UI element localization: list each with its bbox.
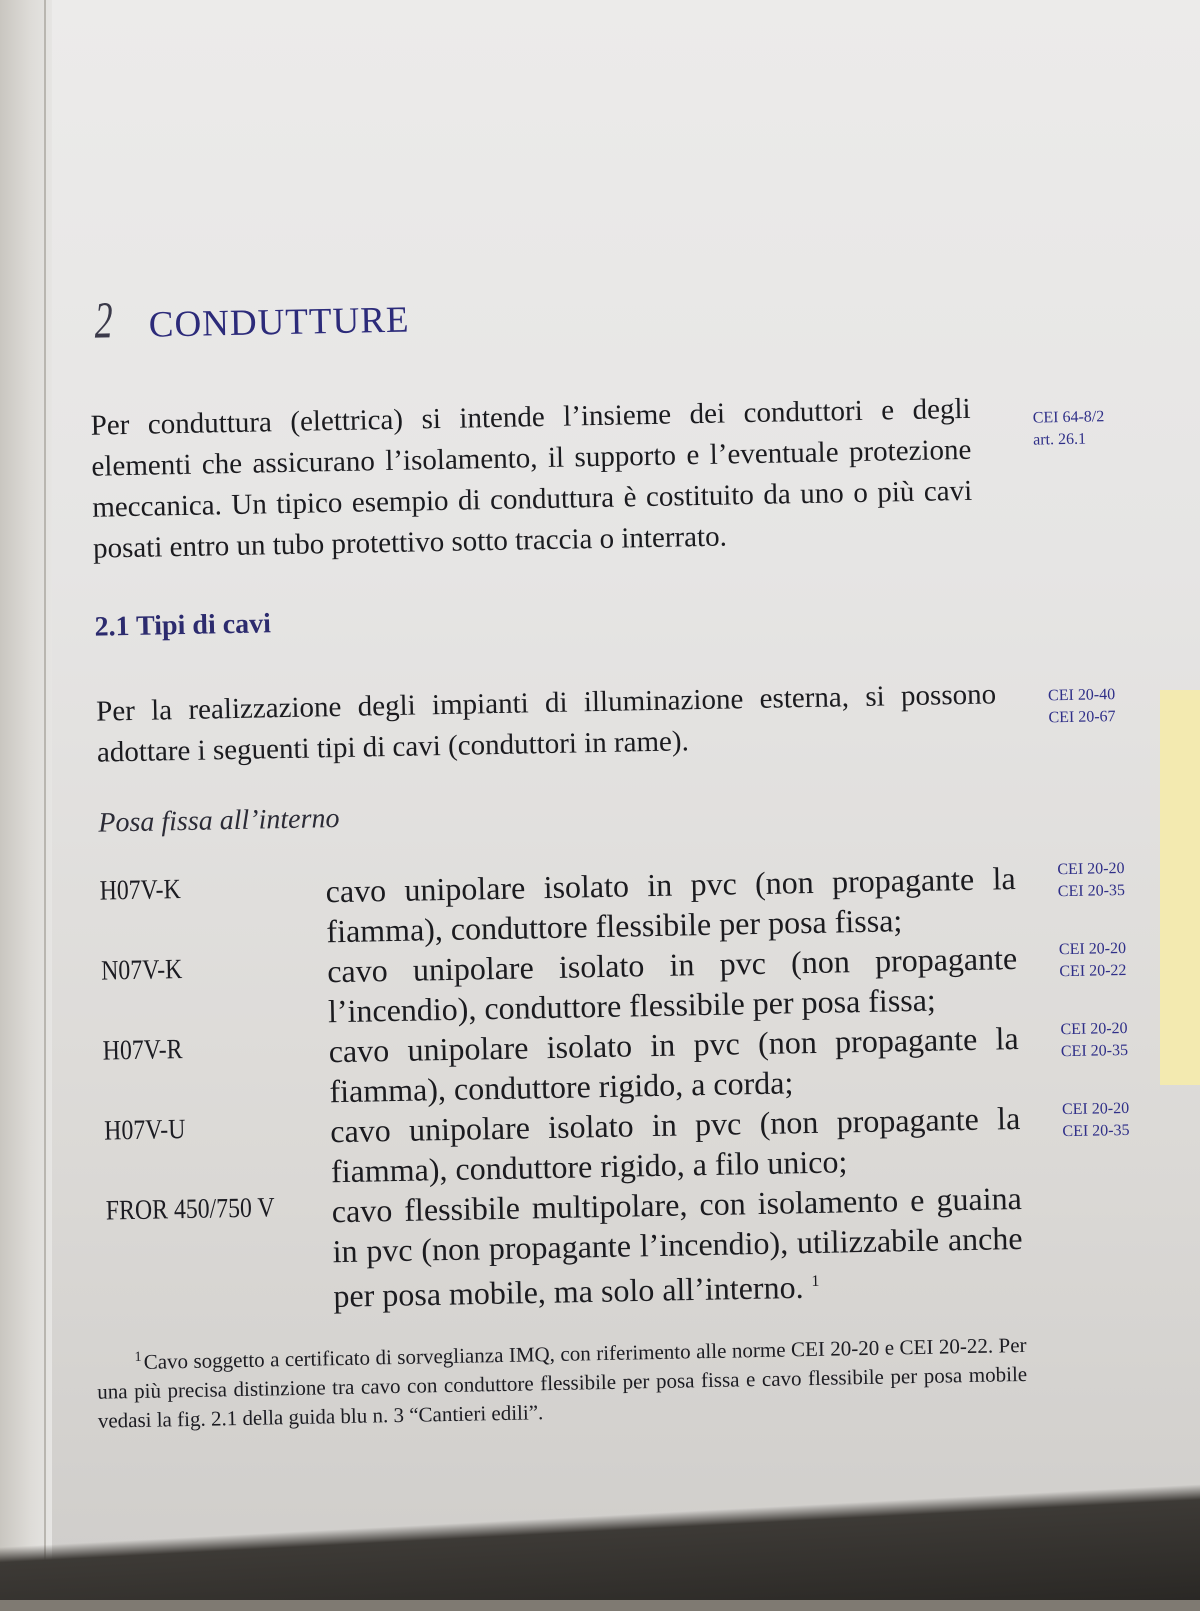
- footnote: [96, 1326, 1028, 1436]
- cable-refs: [1059, 938, 1127, 983]
- margin-ref: CEI 20-35: [1062, 1121, 1130, 1141]
- cable-description: cavo unipolare isolato in pvc (non propagante l’incendio), conduttore flessibile per posa fissa;: [326, 940, 1018, 1030]
- cable-description-text: cavo flessibile multipolare, con isolamento e guaina in pvc (non propagante l’incendio), utilizzabile anche per posa mobile, ma solo all’interno.: [331, 1179, 1023, 1314]
- cable-code: H07V-U: [103, 1114, 186, 1147]
- footnote-text: Cavo soggetto a certificato di sorveglianza IMQ, con riferimento alle norme CEI 20-20 e CEI 20-22. Per una più precisa distinzione tra cavo con conduttore flessibile per posa fissa e cavo flessibile per posa mobile vedasi la fig. 2.1 della guida blu n. 3 “Cantieri edili”.: [97, 1332, 1028, 1433]
- section-paragraph: Per la realizzazione degli impianti di illuminazione esterna, si possono adottare i seguenti tipi di cavi (conduttori in rame).: [95, 678, 997, 769]
- margin-ref: CEI 64-8/2: [1032, 408, 1105, 427]
- margin-ref: CEI 20-22: [1059, 961, 1127, 981]
- margin-ref: CEI 20-20: [1060, 1019, 1128, 1039]
- cable-description: cavo unipolare isolato in pvc (non propagante la fiamma), conduttore rigido, a filo unico;: [329, 1099, 1021, 1190]
- margin-ref: art. 26.1: [1033, 430, 1087, 449]
- chapter-number: 2: [94, 292, 114, 350]
- footnote-mark: 1: [134, 1349, 142, 1366]
- cable-description: [331, 1178, 1023, 1316]
- cable-list: [99, 855, 1200, 1321]
- margin-ref: CEI 20-20: [1061, 1099, 1130, 1119]
- cable-row: [106, 1174, 1200, 1320]
- section-margin-refs: [1048, 684, 1116, 729]
- margin-ref: CEI 20-35: [1057, 881, 1126, 901]
- chapter-heading: [90, 286, 410, 351]
- chapter-title: CONDUTTURE: [148, 299, 410, 346]
- margin-ref: CEI 20-40: [1047, 686, 1116, 705]
- section-title: 2.1 Tipi di cavi: [94, 608, 272, 643]
- cable-code: H07V-K: [99, 874, 182, 907]
- margin-ref: CEI 20-20: [1057, 859, 1125, 879]
- cable-refs: [1057, 858, 1125, 903]
- cable-code: FROR 450/750 V: [105, 1192, 275, 1227]
- intro-paragraph: Per conduttura (elettrica) si intende l’insieme dei conduttori e degli elementi che assicurano l’isolamento, il supporto e l’eventuale protezione meccanica. Un tipico esempio di conduttura è costituito da uno o più cavi posati entro un tubo protettivo sotto traccia o interrato.: [90, 392, 973, 565]
- cable-refs: [1060, 1018, 1128, 1063]
- footnote-reference: 1: [811, 1272, 820, 1291]
- subsection-title: Posa fissa all’interno: [98, 803, 340, 839]
- intro-margin-refs: [1033, 406, 1105, 451]
- margin-ref: CEI 20-67: [1048, 708, 1116, 727]
- cable-description: cavo unipolare isolato in pvc (non propagante la fiamma), conduttore flessibile per posa fissa;: [325, 860, 1016, 950]
- cable-description: cavo unipolare isolato in pvc (non propagante la fiamma), conduttore rigido, a corda;: [328, 1020, 1019, 1110]
- desk-background: [0, 1470, 1200, 1600]
- margin-ref: CEI 20-20: [1058, 939, 1127, 959]
- cable-code: H07V-R: [102, 1034, 183, 1067]
- cable-code: N07V-K: [100, 954, 183, 987]
- margin-ref: CEI 20-35: [1060, 1041, 1129, 1061]
- cable-refs: [1062, 1098, 1130, 1143]
